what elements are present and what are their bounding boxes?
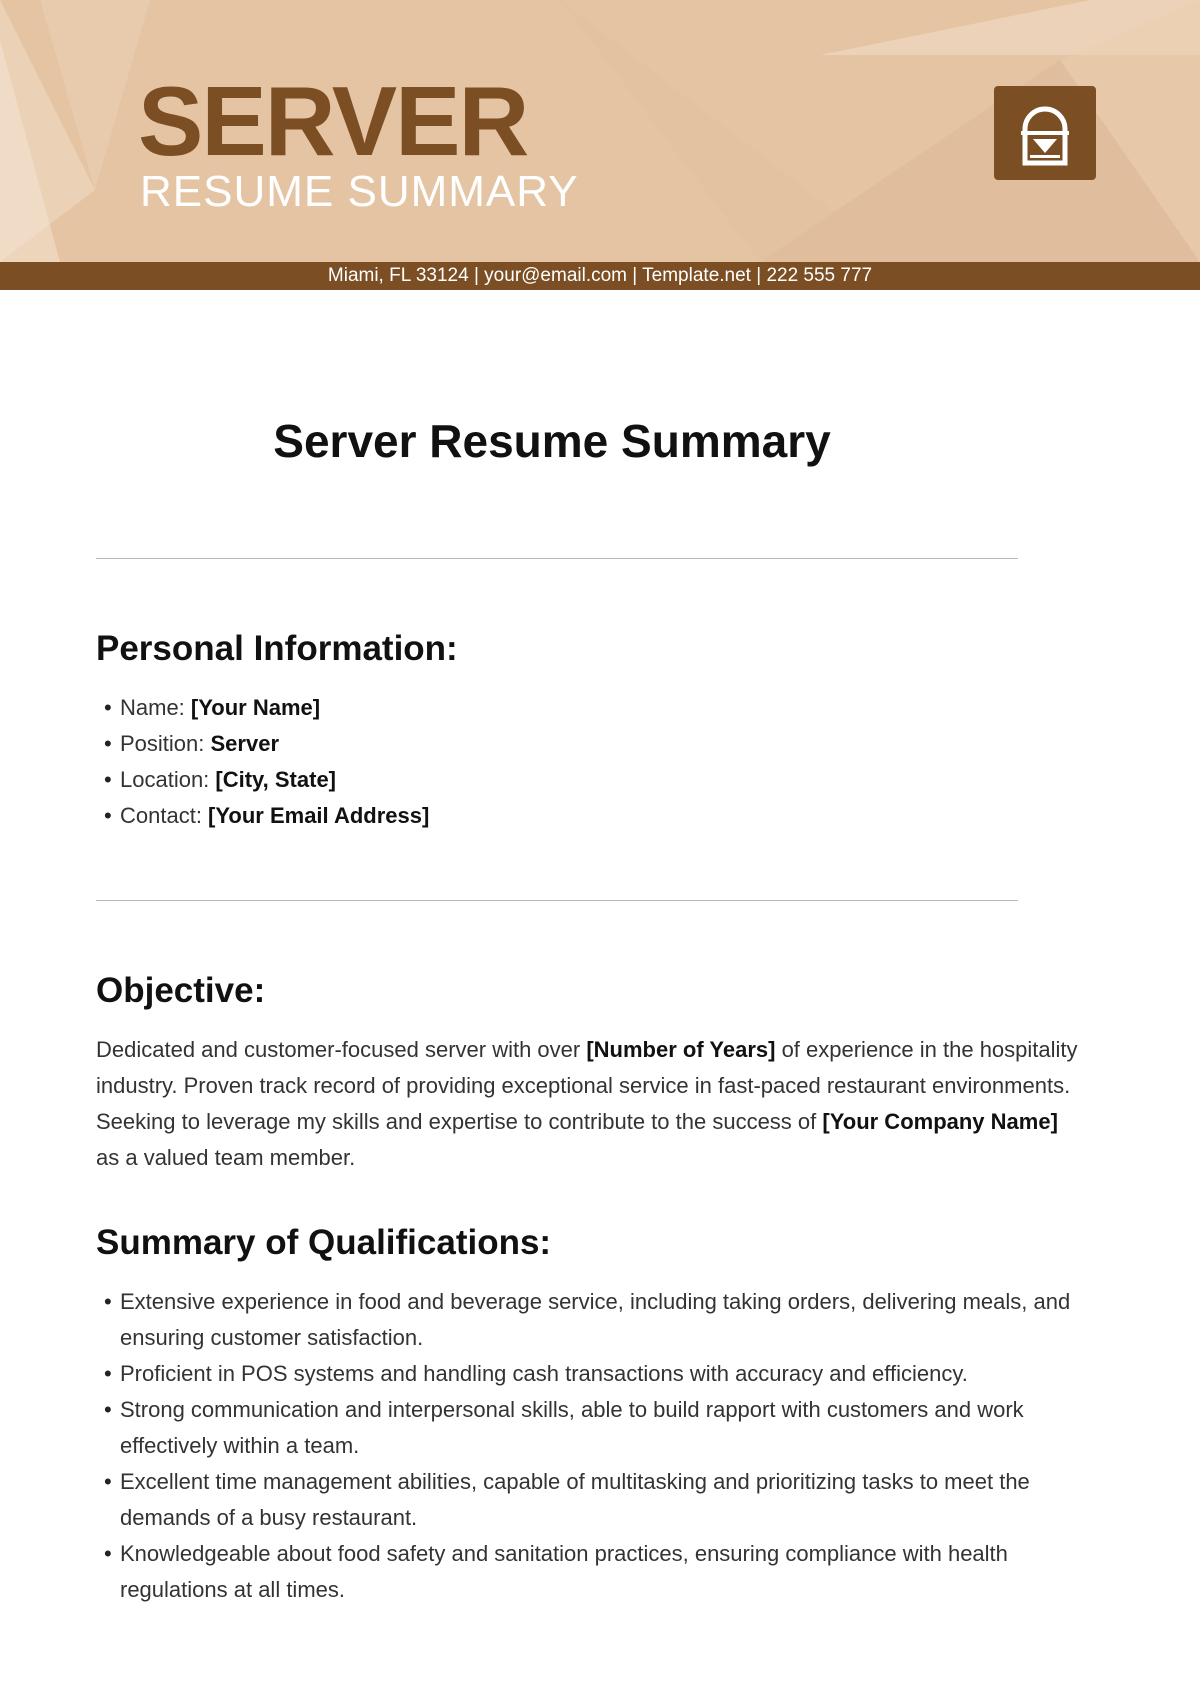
document-title: Server Resume Summary (273, 415, 831, 467)
section-divider (96, 900, 1018, 901)
objective-text: Dedicated and customer-focused server with over (96, 1037, 587, 1062)
contact-bar: Miami, FL 33124 | your@email.com | Template.net | 222 555 777 (0, 262, 1200, 290)
objective-text: of experience in the hospitality industry. Proven track record of providing exceptional service in fast-paced restaurant environments. Seeking to leverage my skills and expertise to contribute to the success of (96, 1037, 1078, 1134)
item-value: [City, State] (215, 767, 337, 792)
list-item: • Proficient in POS systems and handling cash transactions with accuracy and efficiency. (96, 1356, 1086, 1392)
item-label: Position: (120, 731, 211, 756)
personal-info-heading: Personal Information: (96, 629, 458, 668)
brand-subtitle: RESUME SUMMARY (140, 167, 579, 216)
list-item (96, 762, 1086, 798)
objective-years: [Number of Years] (586, 1037, 776, 1062)
list-item: • Strong communication and interpersonal skills, able to build rapport with customers and work effectively within a team. (96, 1392, 1086, 1464)
header-banner (0, 0, 1200, 262)
list-item (96, 798, 1086, 834)
list-item (96, 690, 1086, 726)
lock-download-icon (994, 86, 1096, 180)
list-item (96, 726, 1086, 762)
item-label: Location: (120, 767, 216, 792)
brand-title: SERVER (138, 66, 528, 176)
list-item: • Excellent time management abilities, capable of multitasking and prioritizing tasks to meet the demands of a busy restaurant. (96, 1464, 1086, 1536)
objective-paragraph (96, 1032, 1086, 1176)
qualifications-heading: Summary of Qualifications: (96, 1223, 552, 1262)
objective-heading: Objective: (96, 971, 266, 1010)
list-item: • Knowledgeable about food safety and sanitation practices, ensuring compliance with health regulations at all times. (96, 1536, 1086, 1608)
item-label: Name: (120, 695, 191, 720)
section-divider (96, 558, 1018, 559)
item-value: Server (210, 731, 280, 756)
document-body (96, 410, 1086, 1608)
personal-info-list (96, 690, 1086, 834)
objective-text: as a valued team member. (96, 1145, 356, 1170)
objective-company: [Your Company Name] (822, 1109, 1058, 1134)
list-item: • Extensive experience in food and beverage service, including taking orders, delivering meals, and ensuring customer satisfaction. (96, 1284, 1086, 1356)
item-value: [Your Name] (190, 695, 321, 720)
qualifications-list (96, 1284, 1086, 1608)
item-label: Contact: (120, 803, 209, 828)
item-value: [Your Email Address] (208, 803, 430, 828)
